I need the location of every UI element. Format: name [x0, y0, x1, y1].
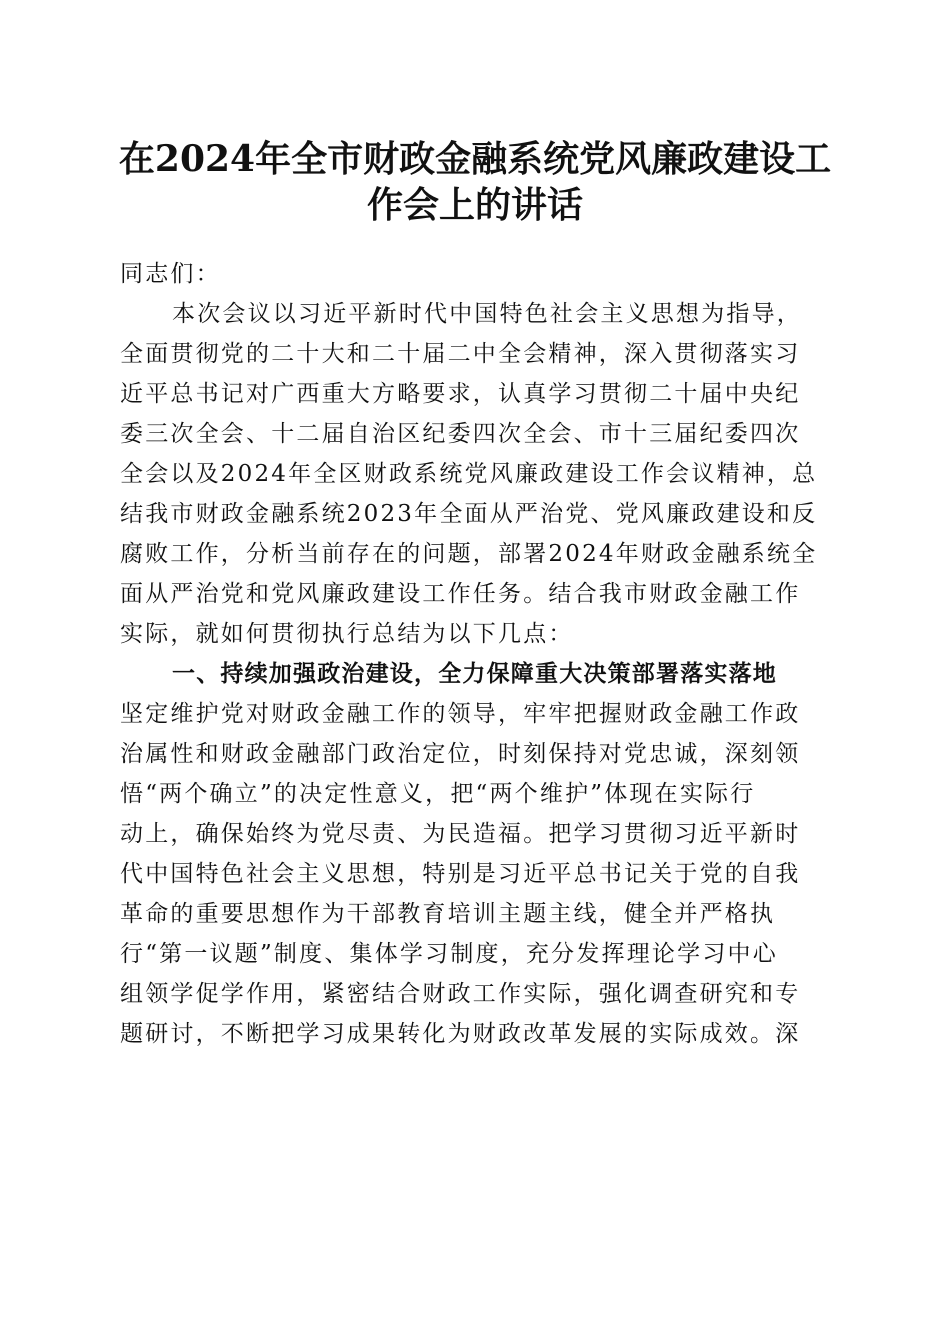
- paragraph-section1: [120, 694, 832, 1054]
- paragraph-line: 腐败工作，分析当前存在的问题，部署2024年财政金融系统全: [120, 541, 818, 567]
- document-title: [80, 136, 870, 228]
- paragraph-line: 面从严治党和党风廉政建设工作任务。结合我市财政金融工作: [120, 581, 801, 607]
- paragraph-intro: [120, 294, 832, 654]
- salutation: 同志们：: [120, 261, 221, 287]
- paragraph-line: 治属性和财政金融部门政治定位，时刻保持对党忠诚，深刻领: [120, 741, 801, 767]
- title-line-1: 在2024年全市财政金融系统党风廉政建设工: [118, 138, 832, 180]
- title-line-2: 作会上的讲话: [366, 184, 583, 226]
- paragraph-line: 近平总书记对广西重大方略要求，认真学习贯彻二十届中央纪: [120, 381, 801, 407]
- paragraph-line: 代中国特色社会主义思想，特别是习近平总书记关于党的自我: [120, 861, 801, 887]
- paragraph-line: 题研讨，不断把学习成果转化为财政改革发展的实际成效。深: [120, 1021, 801, 1047]
- paragraph-line: 悟“两个确立”的决定性意义，把“两个维护”体现在实际行: [120, 781, 756, 807]
- paragraph-line: 本次会议以习近平新时代中国特色社会主义思想为指导，: [172, 301, 802, 327]
- paragraph-line: 革命的重要思想作为干部教育培训主题主线，健全并严格执: [120, 901, 776, 927]
- paragraph-line: 结我市财政金融系统2023年全面从严治党、党风廉政建设和反: [120, 501, 818, 527]
- paragraph-line: 全面贯彻党的二十大和二十届二中全会精神，深入贯彻落实习: [120, 341, 801, 367]
- paragraph-line: 动上，确保始终为党尽责、为民造福。把学习贯彻习近平新时: [120, 821, 801, 847]
- paragraph-line: 行“第一议题”制度、集体学习制度，充分发挥理论学习中心: [120, 941, 778, 967]
- document-body: [120, 254, 832, 1054]
- section-heading: 一、持续加强政治建设，全力保障重大决策部署落实落地: [172, 660, 777, 687]
- paragraph-line: 组领学促学作用，紧密结合财政工作实际，强化调查研究和专: [120, 981, 801, 1007]
- paragraph-line: 实际，就如何贯彻执行总结为以下几点：: [120, 621, 574, 647]
- paragraph-line: 委三次全会、十二届自治区纪委四次全会、市十三届纪委四次: [120, 421, 801, 447]
- paragraph-line: 全会以及2024年全区财政系统党风廉政建设工作会议精神，总: [120, 461, 818, 487]
- paragraph-line: 坚定维护党对财政金融工作的领导，牢牢把握财政金融工作政: [120, 701, 801, 727]
